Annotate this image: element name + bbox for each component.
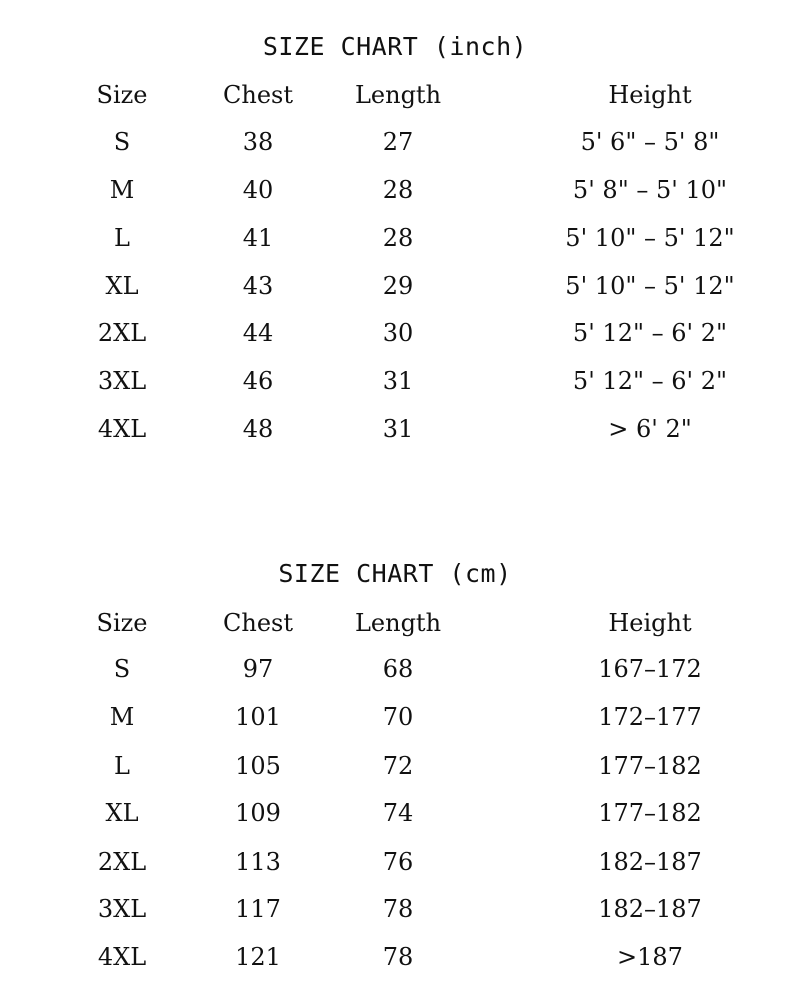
header-size: Size bbox=[96, 609, 148, 637]
size-cell: M bbox=[109, 703, 135, 731]
table-row bbox=[0, 940, 800, 974]
length-cell: 72 bbox=[382, 752, 414, 780]
size-cell: L bbox=[114, 224, 130, 252]
chest-cell: 38 bbox=[242, 128, 274, 156]
length-cell: 27 bbox=[382, 128, 414, 156]
header-length: Length bbox=[354, 81, 442, 109]
header-size: Size bbox=[96, 81, 148, 109]
size-cell: 3XL bbox=[97, 895, 147, 923]
table-row bbox=[0, 845, 800, 879]
table-row bbox=[0, 796, 800, 830]
size-cell: L bbox=[114, 752, 130, 780]
length-cell: 76 bbox=[382, 848, 414, 876]
header-length: Length bbox=[354, 609, 442, 637]
chest-cell: 48 bbox=[242, 415, 274, 443]
size-cell: 2XL bbox=[97, 848, 147, 876]
size-cell: 2XL bbox=[97, 319, 147, 347]
size-chart-cm-header-row bbox=[0, 606, 800, 640]
height-cell: 177–182 bbox=[598, 799, 702, 827]
header-height: Height bbox=[608, 609, 692, 637]
height-cell: 182–187 bbox=[598, 848, 702, 876]
chest-cell: 97 bbox=[242, 655, 274, 683]
length-cell: 70 bbox=[382, 703, 414, 731]
length-cell: 28 bbox=[382, 176, 414, 204]
table-row bbox=[0, 269, 800, 303]
size-cell: S bbox=[113, 655, 131, 683]
table-row bbox=[0, 125, 800, 159]
table-row bbox=[0, 364, 800, 398]
chest-cell: 46 bbox=[242, 367, 274, 395]
size-chart-inch-title: SIZE CHART (inch) bbox=[262, 32, 528, 61]
size-chart-inch-header-row bbox=[0, 78, 800, 112]
chest-cell: 41 bbox=[242, 224, 274, 252]
chest-cell: 40 bbox=[242, 176, 274, 204]
length-cell: 68 bbox=[382, 655, 414, 683]
table-row bbox=[0, 652, 800, 686]
header-height: Height bbox=[608, 81, 692, 109]
chest-cell: 109 bbox=[235, 799, 281, 827]
length-cell: 30 bbox=[382, 319, 414, 347]
height-cell: 5' 8" – 5' 10" bbox=[572, 176, 728, 204]
table-row bbox=[0, 221, 800, 255]
length-cell: 78 bbox=[382, 943, 414, 971]
height-cell: 182–187 bbox=[598, 895, 702, 923]
table-row bbox=[0, 700, 800, 734]
height-cell: > 6' 2" bbox=[608, 415, 692, 443]
height-cell: 5' 12" – 6' 2" bbox=[572, 367, 728, 395]
size-cell: S bbox=[113, 128, 131, 156]
length-cell: 29 bbox=[382, 272, 414, 300]
length-cell: 31 bbox=[382, 415, 414, 443]
size-cell: M bbox=[109, 176, 135, 204]
height-cell: 5' 12" – 6' 2" bbox=[572, 319, 728, 347]
chest-cell: 101 bbox=[235, 703, 281, 731]
size-cell: XL bbox=[105, 272, 139, 300]
length-cell: 28 bbox=[382, 224, 414, 252]
table-row bbox=[0, 892, 800, 926]
height-cell: 5' 10" – 5' 12" bbox=[565, 224, 735, 252]
height-cell: 172–177 bbox=[598, 703, 702, 731]
table-row bbox=[0, 173, 800, 207]
header-chest: Chest bbox=[223, 609, 293, 637]
height-cell: 5' 6" – 5' 8" bbox=[580, 128, 720, 156]
chest-cell: 43 bbox=[242, 272, 274, 300]
chest-cell: 105 bbox=[235, 752, 281, 780]
table-row bbox=[0, 749, 800, 783]
height-cell: 177–182 bbox=[598, 752, 702, 780]
chest-cell: 113 bbox=[235, 848, 281, 876]
header-chest: Chest bbox=[223, 81, 293, 109]
size-chart-cm-title: SIZE CHART (cm) bbox=[278, 559, 512, 588]
height-cell: 5' 10" – 5' 12" bbox=[565, 272, 735, 300]
table-row bbox=[0, 316, 800, 350]
chest-cell: 44 bbox=[242, 319, 274, 347]
size-cell: 4XL bbox=[97, 943, 147, 971]
height-cell: 167–172 bbox=[598, 655, 702, 683]
size-cell: 4XL bbox=[97, 415, 147, 443]
height-cell: >187 bbox=[617, 943, 683, 971]
size-cell: 3XL bbox=[97, 367, 147, 395]
table-row bbox=[0, 412, 800, 446]
length-cell: 31 bbox=[382, 367, 414, 395]
chest-cell: 121 bbox=[235, 943, 281, 971]
size-cell: XL bbox=[105, 799, 139, 827]
length-cell: 78 bbox=[382, 895, 414, 923]
chest-cell: 117 bbox=[235, 895, 281, 923]
length-cell: 74 bbox=[382, 799, 414, 827]
